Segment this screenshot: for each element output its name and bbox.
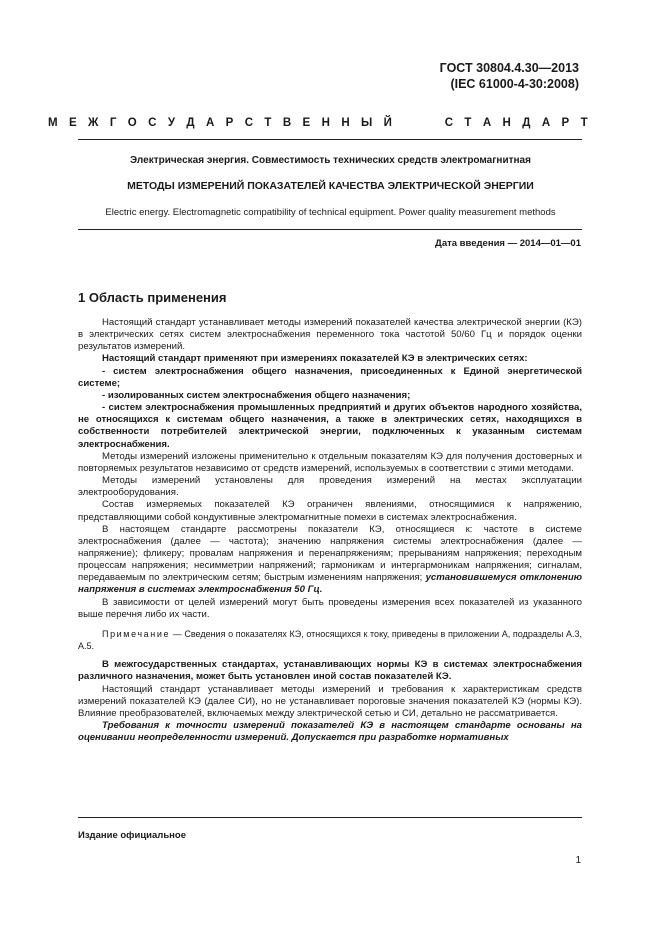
paragraph: Настоящий стандарт применяют при измерениях показателей КЭ в электрических сетях: [102,353,528,365]
paragraph: В зависимости от целей измерений могут быть проведены измерения всех показателей из указанного выше перечня либо их части. [78,596,582,620]
banner-letter: Т [464,117,472,129]
banner-letter: Т [580,117,588,129]
banner-letter: Т [264,117,272,129]
top-divider [78,139,582,140]
page-number: 1 [575,855,581,866]
title-divider [78,229,582,230]
banner-letter: Е [302,117,311,129]
banner-gap [403,117,433,129]
banner-letter: А [482,117,492,129]
banner-letter: Н [321,117,330,129]
list-item: - систем электроснабжения общего назначения, присоединенных к Единой энергетической системе; [78,365,582,389]
banner-letter: М [48,117,58,129]
banner-letter: А [205,117,215,129]
paragraph: Требования к точности измерений показателей КЭ в настоящем стандарте основаны на оценивании неопределенности измерений. Допускается при разработке нормативных [78,720,582,744]
paragraph: Методы измерений изложены применительно к отдельным показателям КЭ для получения достоверных и повторяемых результатов независимо от средств измерений, используемых в соответствии с этими методами. [78,450,582,474]
banner-letter: С [444,117,454,129]
paragraph: Настоящий стандарт устанавливает методы измерений и требования к характеристикам средств измерений показателей КЭ (далее СИ), но не устанавливает пороговые значения показателей КЭ (нормы КЭ). Влияние преобразователей, включаемых между электрической сетью и СИ, детально не рассматривается. [78,683,582,719]
banner-letter: Е [68,117,77,129]
note [78,628,582,652]
banner-letter: Н [502,117,511,129]
emphasized-text: установившемуся отклонению напряжения в системах электроснабжения 50 Гц. [78,572,583,596]
banner-letter: Й [383,117,392,129]
banner-letter: Д [186,117,195,129]
standard-banner [48,117,588,129]
introduction-date: Дата введения — 2014—01—01 [435,238,581,249]
banner-letter: Р [561,117,570,129]
title-ru-subtitle: Электрическая энергия. Совместимость технических средств электромагнитная [130,155,531,166]
paragraph: Состав измеряемых показателей КЭ ограничен явлениями, относящимися к напряжению, представляющими собой кондуктивные электромагнитные помехи в системах электроснабжения. [78,499,582,523]
banner-letter: Ж [88,117,99,129]
paragraph-text: В настоящем стандарте рассмотрены показатели КЭ, относящиеся к: частоте в системе электроснабжения (далее — частота); значению напряжения системы электроснабжения (далее — напряжение); фликеру; провалам напряжения и перенапряжениям; прерываниям напряжения; переходным процессам напряжения; несимметрии напряжений; гармоникам и интергармоникам напряжения; сигналам, передаваемым по электрическим сетям; быстрым изменениям напряжения; [78,523,582,584]
document-identifier [440,60,579,92]
gost-number: ГОСТ 30804.4.30—2013 [439,61,579,75]
note-text: — Сведения о показателях КЭ, относящихся к току, приведены в приложении А, подразделы А.3, А.5. [78,628,582,652]
iec-number: (IEC 61000-4-30:2008) [450,77,579,91]
banner-letter: С [148,117,157,129]
banner-letter: Н [341,117,350,129]
title-ru-main: МЕТОДЫ ИЗМЕРЕНИЙ ПОКАЗАТЕЛЕЙ КАЧЕСТВА ЭЛЕКТРИЧЕСКОЙ ЭНЕРГИИ [127,180,534,192]
banner-letter: У [167,117,175,129]
banner-letter: Р [225,117,234,129]
footer-divider [78,817,582,818]
title-en: Electric energy. Electromagnetic compatibility of technical equipment. Power quality measurement methods [105,207,556,218]
paragraph: В межгосударственных стандартах, устанавливающих нормы КЭ в системах электроснабжения различного назначения, может быть установлен иной состав показателей КЭ. [78,659,582,683]
section-heading: 1 Область применения [78,290,227,305]
banner-letter: В [282,117,292,129]
list-item: - изолированных систем электроснабжения общего назначения; [102,389,411,401]
note-label: Примечание [102,628,171,639]
banner-letter: Д [522,117,531,129]
list-item: - систем электроснабжения промышленных предприятий и других объектов народного хозяйства, не относящихся к системам общего назначения, а также в электрических сетях, находящихся в собственности потребителей электрической энергии, подключенных к указанным системам электроснабжения. [78,402,582,450]
banner-letter: А [541,117,551,129]
paragraph: Методы измерений установлены для проведения измерений на местах эксплуатации электрооборудования. [78,475,582,499]
banner-letter: Г [109,117,117,129]
section-body [78,317,582,744]
official-edition-label: Издание официальное [78,830,186,841]
banner-letter: О [127,117,137,129]
banner-letter: Ы [361,117,373,129]
banner-letter: С [244,117,254,129]
paragraph [78,524,582,597]
paragraph: Настоящий стандарт устанавливает методы измерений показателей качества электрической энергии (КЭ) в электрических сетях систем электроснабжения переменного тока частотой 50/60 Гц и порядок оценки результатов измерений. [78,317,582,353]
